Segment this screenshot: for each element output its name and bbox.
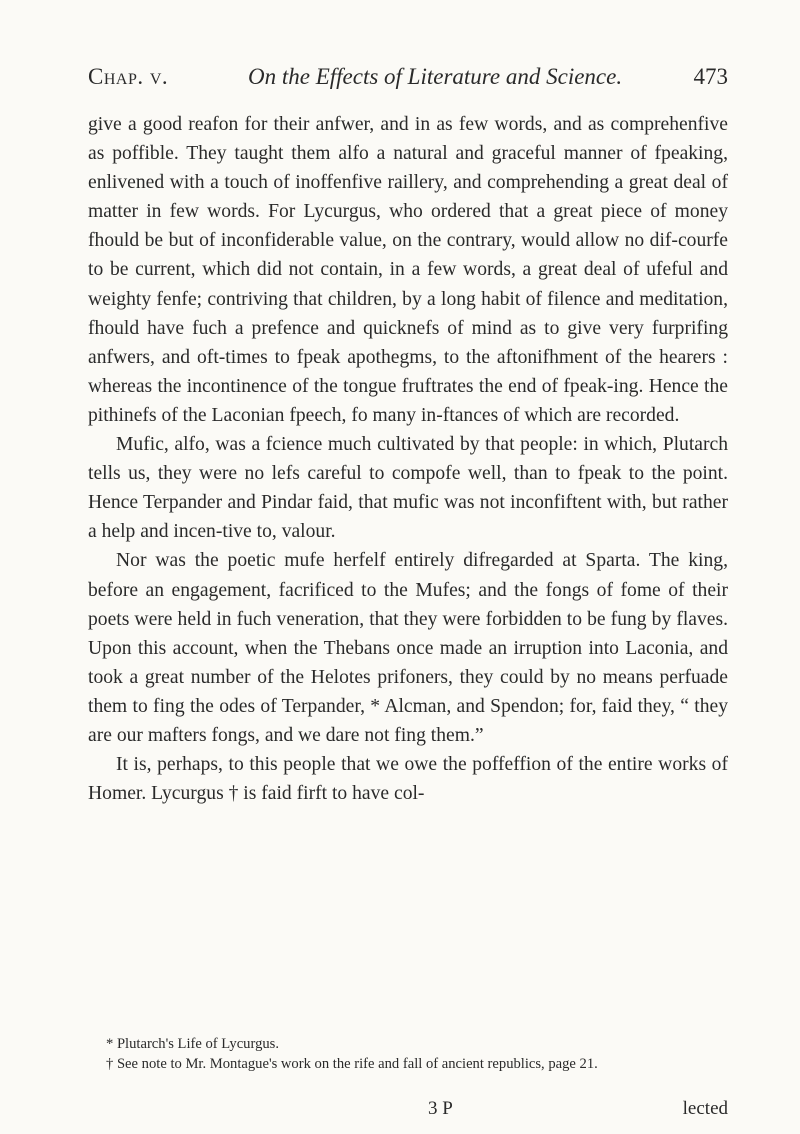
footnote: † See note to Mr. Montague's work on the rife and fall of ancient republics, page 21. <box>106 1056 598 1072</box>
running-header <box>88 64 728 100</box>
catchword: lected <box>682 1098 728 1119</box>
paragraph: It is, perhaps, to this people that we owe the poffeffion of the entire works of Homer. Lycurgus † is faid firft to have col- <box>88 754 728 805</box>
signature-mark: 3 P <box>428 1098 453 1119</box>
paragraph: give a good reafon for their anfwer, and in as few words, and as comprehenfive as poffible. They taught them alfo a natural and graceful manner of fpeaking, enlivened with a touch of inoffenfive raillery, and comprehending a great deal of matter in few words. For Lycurgus, who ordered that a great piece of money fhould be but of inconfiderable value, on the contrary, would allow no dif-courfe to be current, which did not contain, in a few words, a great deal of ufeful and weighty fenfe; contriving that children, by a long habit of filence and meditation, fhould have fuch a prefence and quicknefs of mind as to give very furprifing anfwers, and oft-times to fpeak apothegms, to the aftonifhment of the hearers : whereas the incontinence of the tongue fruftrates the end of fpeak-ing. Hence the pithinefs of the Laconian fpeech, fo many in-ftances of which are recorded. <box>88 114 728 426</box>
footnotes <box>88 1034 728 1074</box>
chapter-label: Chap. v. <box>88 64 169 89</box>
paragraph: Nor was the poetic mufe herfelf entirely difregarded at Sparta. The king, before an engagement, facrificed to the Mufes; and the fongs of fome of their poets were held in fuch veneration, that they were forbidden to be fung by flaves. Upon this account, when the Thebans once made an irruption into Laconia, and took a great number of the Helotes prifoners, they could by no means perfuade them to fing the odes of Terpander, * Alcman, and Spendon; for, faid they, “ they are our mafters fongs, and we dare not fing them.” <box>88 550 728 746</box>
body-text <box>88 110 728 808</box>
page-number: 473 <box>693 64 728 89</box>
footnote: * Plutarch's Life of Lycurgus. <box>106 1036 279 1052</box>
paragraph: Mufic, alfo, was a fcience much cultivated by that people: in which, Plutarch tells us, they were no lefs careful to compofe well, than to fpeak to the point. Hence Terpander and Pindar faid, that mufic was not inconfiftent with, but rather a help and incen-tive to, valour. <box>88 434 728 543</box>
running-title: On the Effects of Literature and Science. <box>248 64 623 89</box>
page-footer <box>88 1098 728 1124</box>
